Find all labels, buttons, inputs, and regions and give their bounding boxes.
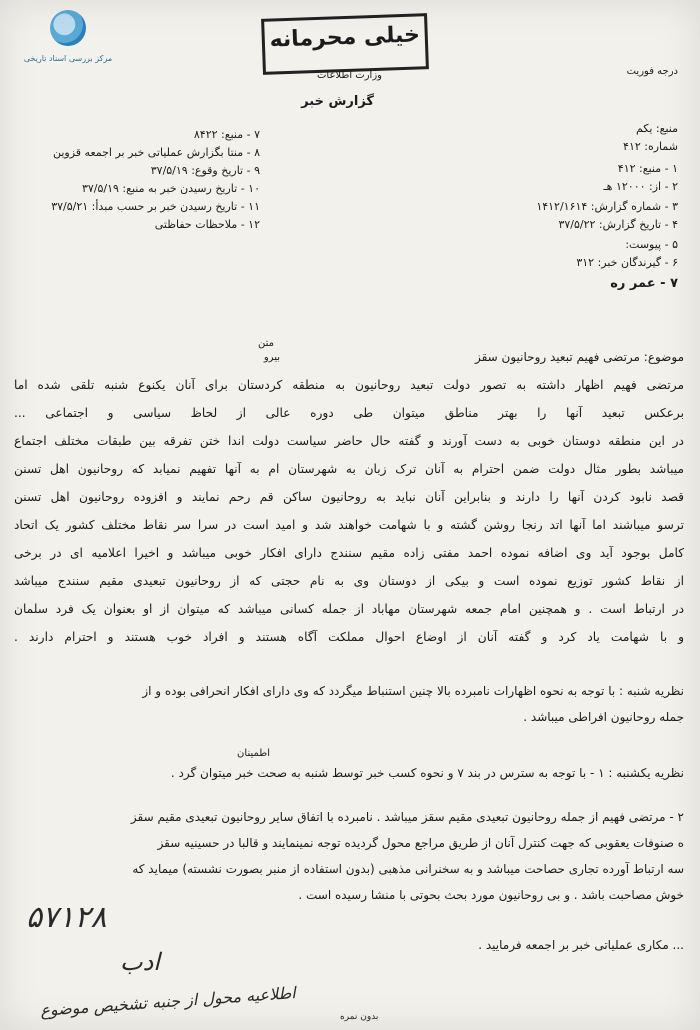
first-assessment-line: نظریه یکشنبه : ۱ - با توجه به سترس در بند ۷ و نحوه کسب خبر توسط شنبه به صحت خبر میتوان گرد .	[170, 766, 684, 780]
body-line: کامل بوجود آید وی اضافه نموده احمد مفتی زاده مقیم سنندج دارای افکار خوبی میباشد و اخیرا اعلامیه ای در برخی	[14, 546, 684, 560]
form-right-line: ۵ - پیوست:	[625, 238, 678, 251]
second-assessment-line: سه ارتباط آورده تجاری حصاحت میباشد و به سخنرانی مذهبی (بدون استفاده از منبر بصورت نشسته) میماید که	[132, 862, 684, 876]
form-left-line: ۹ - تاریخ وقوع: ۳۷/۵/۱۹	[150, 164, 260, 177]
body-line: در این منطقه دوستان خوبی به دست آورند و گفته حال حاضر سیاست دولت اندا ختن تفرقه بین طبقات مختلف اجتماع	[14, 434, 684, 448]
source-assessment-line: جمله روحانیون افراطی میباشد .	[523, 710, 684, 724]
body-line: و با شهامت یاد کرد و گفته آنان از اوضاع احوال مملکت آگاه هستند و افراد خوب هستند و احترام دارند .	[14, 630, 684, 644]
body-line: ترسو میباشند اما آنها اتد رنجا روشن گشته و با شهامت خواهند شد و امید است در سرا سر نقاط مختلف کشور یک اتحاد	[14, 518, 684, 532]
body-line: مرتضی فهیم اظهار داشته به تصور دولت تبعید روحانیون به منطقه کردستان برای آنان یکنوع شنبه تلقی شده اما	[14, 378, 684, 392]
handwritten-number: ۵۷۱۲۸	[26, 900, 107, 935]
second-assessment-line: ه صنوفات یعقوبی که جهت کنترل آنان از طریق مراجع محول گردیده توجه نمینمایند و قالبا در حسینیه سقز	[157, 836, 684, 850]
form-right-line: شماره: ۴۱۲	[623, 140, 678, 153]
form-right-line: منبع: یکم	[635, 122, 678, 135]
margin-label-secondary: بیرو	[263, 352, 280, 363]
form-left-line: ۱۲ - ملاحظات حفاظتی	[154, 218, 260, 231]
handwritten-initials: ادب	[120, 948, 160, 976]
form-left-line: ۱۰ - تاریخ رسیدن خبر به منبع: ۳۷/۵/۱۹	[81, 182, 260, 195]
unit-label: وزارت اطلاعات	[317, 70, 382, 81]
archive-logo	[12, 10, 124, 72]
bottom-note: بدون نمره	[340, 1012, 379, 1022]
body-line: در ارتباط است . و همچنین امام جمعه شهرستان مهاباد از جمله کسانی میباشد که میتوان از او بعنوان یک فرد سلمان	[14, 602, 684, 616]
form-right-line: ۳ - شماره گزارش: ۱۴۱۲/۱۶۱۴	[536, 200, 678, 213]
form-left-line: ۱۱ - تاریخ رسیدن خبر بر حسب مبدأ: ۳۷/۵/۲۱	[51, 200, 260, 213]
form-right-line: ۴ - تاریخ گزارش: ۳۷/۵/۲۲	[558, 218, 678, 231]
body-line: برعکس تبعید آنها را بهتر مناطق میتوان طی دوره عالی از لحاظ سیاسی و اجتماعی ...	[14, 406, 684, 420]
source-assessment-line: نظریه شنبه : با توجه به نحوه اظهارات نامبرده بالا چنین استنباط میگردد که وی دارای افکار انحرافی بوده و از	[142, 684, 684, 698]
priority-label: درجه فوریت	[626, 66, 678, 77]
form-left-line: ۷ - منبع: ۸۴۲۲	[193, 128, 260, 141]
body-line: میباشد بطور مثال دولت ضمن احترام به آنان ترک زبان به شهرستان ام به آنها تفهیم نمیابد که روحانیون اهل تسنن	[14, 462, 684, 476]
handwritten-remark: اطلاعیه محول از جنبه تشخیص موضوع	[39, 983, 297, 1020]
second-assessment-line: ۲ - مرتضی فهیم از جمله روحانیون تبعیدی مقیم سقز میباشد . نامبرده با اتفاق سایر روحانیون تبعیدی مقیم سقز	[130, 810, 684, 824]
subject-line: موضوع: مرتضی فهیم تبعید روحانیون سقز	[474, 350, 684, 364]
second-assessment-line: ... مکاری عملیاتی خبر بر اجمعه فرمایید .	[478, 938, 684, 952]
reliability-label: اطمینان	[237, 748, 270, 759]
classification-stamp-text: خیلی محرمانه	[269, 22, 421, 53]
margin-label: متن	[258, 338, 274, 349]
form-left-line: ۸ - منتا بگزارش عملیاتی خبر بر اجمعه قزوین	[52, 146, 260, 159]
form-right-line: ۲ - از: ۱۲۰۰۰ هـ	[603, 180, 678, 193]
body-line: قصد نابود کردن آنها را دارند و بنابراین آنان نباید به روحانیون ساکن قم رحم نمایند و افزوده روحانیون اهل تسنن	[14, 490, 684, 504]
body-line: از نقاط کشور توزیع نموده است و بیکی از دوستان وی به نام حجتی که از روحانیون تبعیدی مقیم سنندج میباشد	[14, 574, 684, 588]
classification-stamp	[261, 13, 429, 75]
form-right-line: ۶ - گیرندگان خبر: ۳۱۲	[576, 256, 678, 269]
form-right-line: ۷ - عمر ره	[610, 276, 678, 291]
second-assessment-line: خوش مصاحبت باشد . و بی روحانیون مورد بحث بحوتی با منشا رسیده است .	[298, 888, 684, 902]
archive-logo-text: مرکز بررسی اسناد تاریخی	[23, 54, 113, 63]
document-type: گزارش خبر	[301, 94, 374, 109]
archive-logo-icon	[50, 10, 86, 46]
form-right-line: ۱ - منبع: ۴۱۲	[617, 162, 678, 175]
